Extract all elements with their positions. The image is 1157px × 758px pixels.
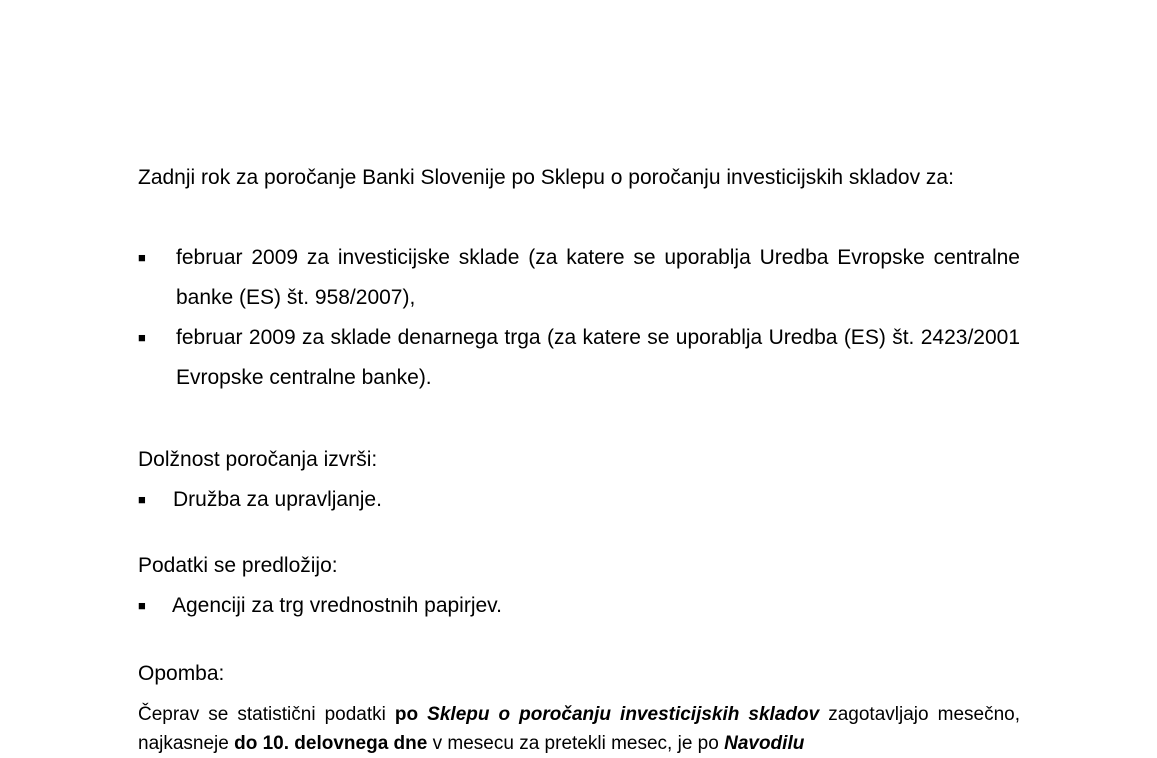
duty-heading: Dolžnost poročanja izvrši: xyxy=(138,448,378,471)
note-heading: Opomba: xyxy=(138,662,225,685)
submit-heading: Podatki se predložijo: xyxy=(138,554,338,577)
bullet-icon: ■ xyxy=(138,598,146,613)
list-item: ■ Družba za upravljanje. xyxy=(138,480,1020,520)
list-item: ■ Agenciji za trg vrednostnih papirjev. xyxy=(138,586,1020,626)
bullet-icon: ■ xyxy=(138,250,146,265)
intro-paragraph: Zadnji rok za poročanje Banki Slovenije po Sklepu o poročanju investicijskih skladov za: xyxy=(138,166,954,189)
list-item: ■ februar 2009 za investicijske sklade (za katere se uporablja Uredba Evropske centralne banke (ES) št. 958/2007), xyxy=(138,238,1020,318)
list-item: ■ februar 2009 za sklade denarnega trga (za katere se uporablja Uredba (ES) št. 2423/2001 Evropske centralne banke). xyxy=(138,318,1020,398)
bullet-icon: ■ xyxy=(138,492,146,507)
note-paragraph: Čeprav se statistični podatki po Sklepu o poročanju investicijskih skladov zagotavljajo mesečno, najkasneje do 10. delovnega dne v mesecu za pretekli mesec, je po Navodilu xyxy=(138,704,1020,754)
bullet-icon: ■ xyxy=(138,330,146,345)
